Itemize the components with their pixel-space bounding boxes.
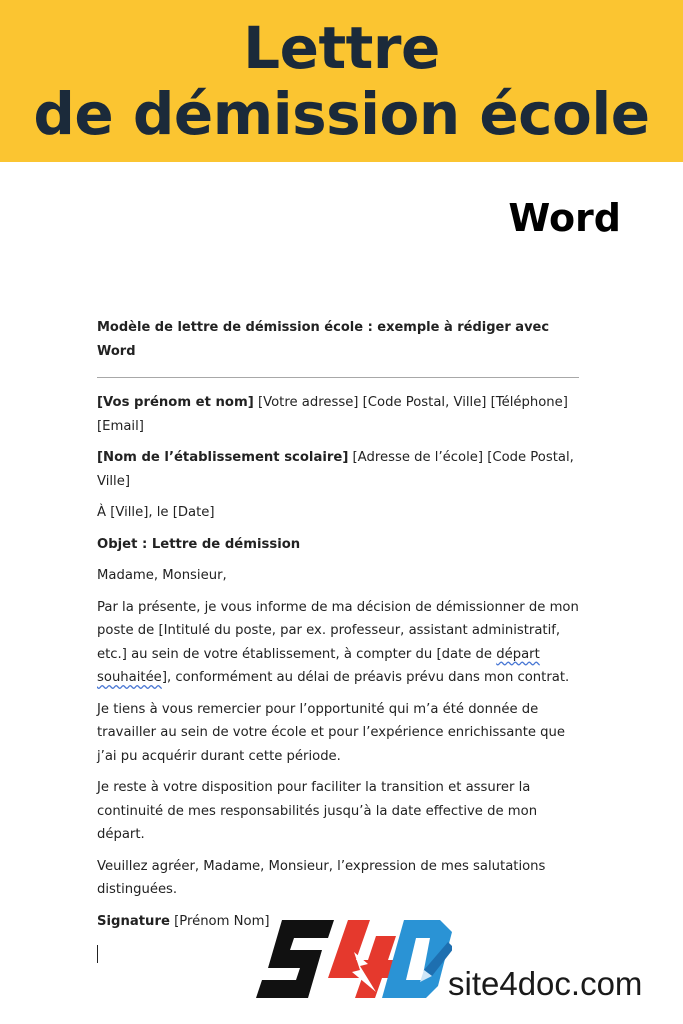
heading-divider (97, 377, 579, 378)
body1-text-a: Par la présente, je vous informe de ma décision de démissionner de mon poste de [Intitulé du poste, par ex. professeur, assistant administratif, etc.] au sein de votre établissement, à compter du [date de (97, 599, 579, 662)
recipient-name: [Nom de l’établissement scolaire] (97, 450, 349, 465)
signature-value: [Prénom Nom] (169, 913, 270, 929)
body1-text-b: ], conformément au délai de préavis prévu dans mon contrat. (161, 670, 570, 685)
document-heading: Modèle de lettre de démission école : exemple à rédiger avec Word (97, 320, 550, 359)
site-name: site4doc.com (448, 965, 643, 1002)
title-line-2: de démission école (33, 80, 650, 148)
subject-line: Objet : Lettre de démission (97, 536, 301, 552)
salutation: Madame, Monsieur, (97, 568, 227, 583)
footer-brand (252, 912, 672, 1024)
letter-document[interactable] (97, 316, 583, 963)
sender-block (97, 391, 583, 438)
closing-paragraph: Veuillez agréer, Madame, Monsieur, l’expression de mes salutations distinguées. (97, 858, 546, 897)
text-cursor (97, 945, 98, 963)
title-line-1: Lettre (243, 14, 440, 82)
body-paragraph-3: Je reste à votre disposition pour faciliter la transition et assurer la continuité de mes responsabilités jusqu’à la date effective de mon départ. (97, 780, 538, 842)
place-date: À [Ville], le [Date] (97, 505, 215, 520)
signature-label: Signature (97, 913, 170, 929)
body-paragraph-1 (97, 596, 583, 690)
recipient-block (97, 446, 583, 493)
sender-details: [Votre adresse] [Code Postal, Ville] [Téléphone] [Email] (97, 395, 568, 434)
recipient-details: [Adresse de l’école] [Code Postal, Ville] (97, 450, 574, 489)
grammar-flagged-text[interactable]: départ souhaitée (97, 646, 540, 685)
body-paragraph-2: Je tiens à vous remercier pour l’opportunité qui m’a été donnée de travailler au sein de votre école et pour l’expérience enrichissante que j’ai pu acquérir durant cette période. (97, 701, 566, 764)
site4doc-logo-icon (256, 912, 452, 1020)
title-banner (0, 0, 683, 162)
sender-name: [Vos prénom et nom] (97, 395, 254, 410)
format-label: Word (508, 196, 621, 240)
